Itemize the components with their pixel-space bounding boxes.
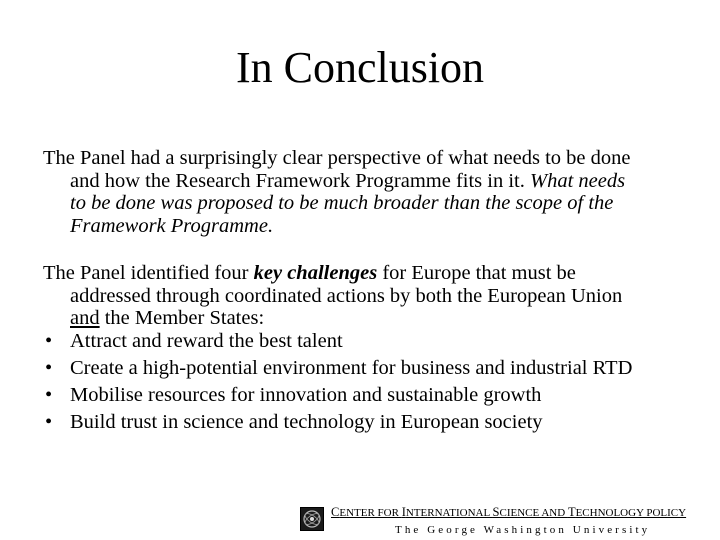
paragraph-line — [43, 307, 693, 330]
list-item-text: Mobilise resources for innovation and sustainable growth — [70, 384, 542, 406]
paragraph-italic-text: What needs — [530, 169, 626, 192]
org-initial: S — [492, 505, 500, 519]
conclusion-paragraph — [43, 147, 693, 237]
org-initial: T — [567, 505, 576, 519]
challenges-paragraph — [43, 262, 693, 330]
paragraph-line — [43, 262, 693, 285]
paragraph-text: the Member States: — [99, 307, 265, 329]
paragraph-italic-line: to be done was proposed to be much broader than the scope of the — [70, 192, 614, 214]
paragraph-text: for Europe that must be — [377, 262, 576, 284]
paragraph-text: and how the Research Framework Programme fits in it. — [70, 169, 530, 192]
challenge-list — [43, 328, 693, 436]
bullet-icon: • — [45, 330, 53, 352]
paragraph-italic-line: Framework Programme. — [70, 214, 274, 237]
paragraph-text: The Panel identified four — [43, 262, 254, 284]
org-initial: C — [331, 505, 340, 519]
paragraph-line — [43, 170, 693, 193]
paragraph-line: addressed through coordinated actions by both the European Union — [70, 284, 623, 307]
org-word: CIENCE AND — [499, 507, 568, 519]
list-item-text: Build trust in science and technology in European society — [70, 411, 543, 433]
organization-name — [331, 505, 686, 520]
key-challenges-emphasis: key challenges — [253, 262, 378, 284]
org-word: ENTER FOR — [339, 507, 402, 519]
slide-title: In Conclusion — [235, 43, 485, 92]
list-item — [43, 382, 693, 409]
cistp-emblem-icon — [300, 507, 324, 531]
bullet-icon: • — [45, 411, 53, 433]
list-item — [43, 328, 693, 355]
org-initial: I — [401, 505, 406, 519]
org-word: ECHNOLOGY POLICY — [575, 507, 687, 519]
paragraph-line: The Panel had a surprisingly clear perspective of what needs to be done — [43, 147, 631, 169]
footer — [300, 503, 700, 537]
bullet-icon: • — [45, 384, 53, 406]
list-item-text: Attract and reward the best talent — [70, 330, 343, 352]
list-item — [43, 355, 693, 382]
bullet-icon: • — [45, 357, 53, 379]
list-item — [43, 409, 693, 436]
university-name: The George Washington University — [395, 524, 651, 536]
underlined-and: and — [70, 307, 100, 329]
list-item-text: Create a high-potential environment for business and industrial RTD — [70, 357, 633, 379]
org-word: NTERNATIONAL — [405, 507, 493, 519]
